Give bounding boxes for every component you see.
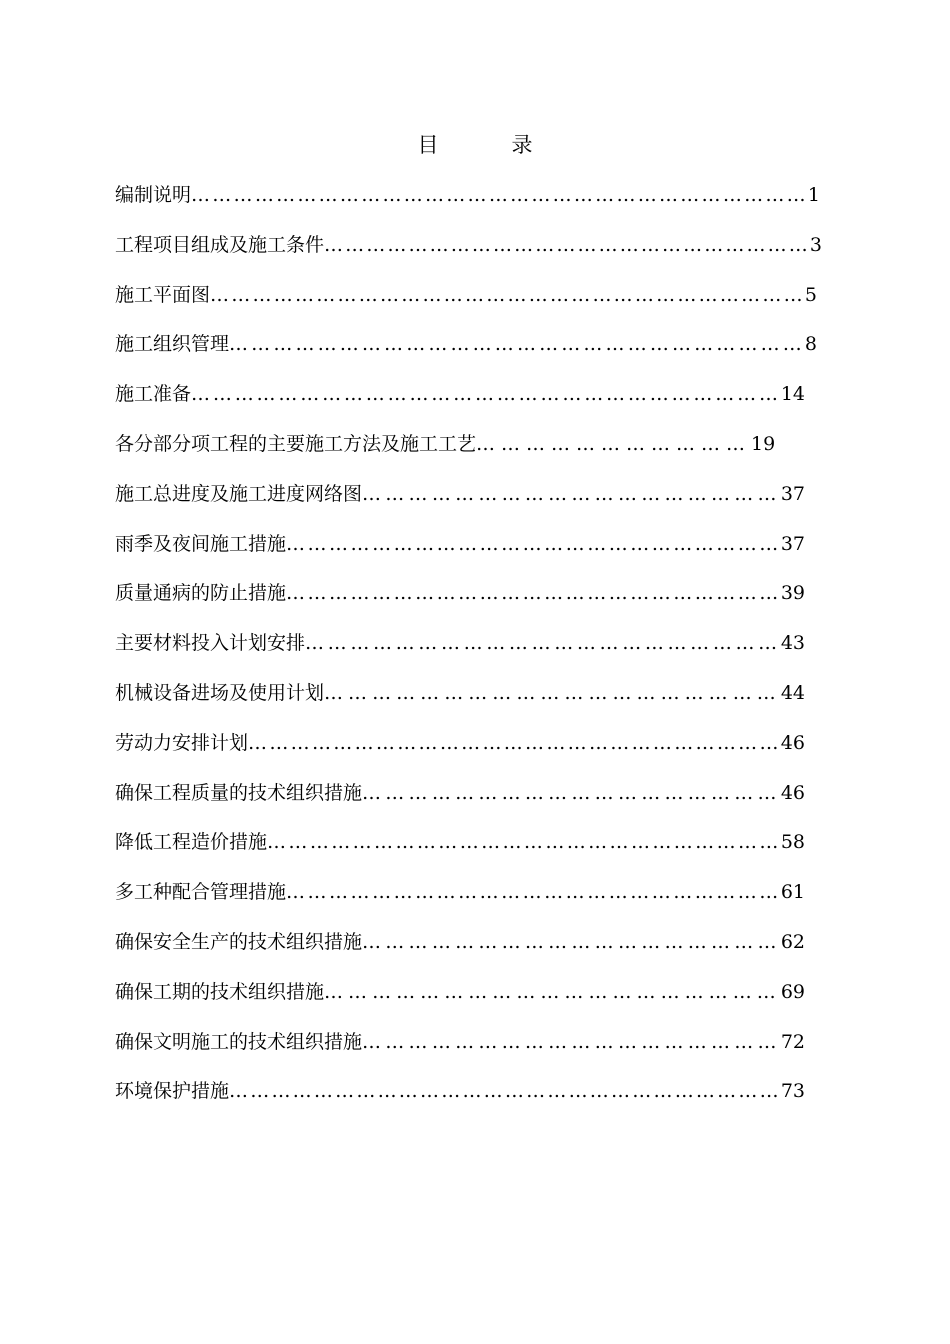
toc-entry-leader-dots: ……………………………………………………………………… [191,383,781,406]
toc-entry-line [115,877,805,907]
toc-entry-line [115,180,820,210]
toc-entry-page-number: 46 [780,781,805,804]
toc-entry-leader-dots: ……………………………………………………… [305,632,781,655]
toc-entry-page-number: 43 [780,632,805,655]
toc-title: 目 录 [417,133,559,157]
toc-entry-line [115,529,805,559]
toc-entry [115,329,835,379]
toc-entry [115,578,835,628]
toc-entry-label: 劳动力安排计划 [115,731,249,754]
toc-entry-label: 确保文明施工的技术组织措施 [115,1030,363,1053]
toc-list [115,180,835,1126]
toc-entry-leader-dots: ……………………………………………… [362,781,781,804]
toc-entry [115,728,835,778]
toc-entry [115,1076,835,1126]
toc-entry-label: 确保工期的技术组织措施 [115,980,325,1003]
toc-entry-leader-dots: ……………………………………………………………… [267,831,781,854]
toc-entry-page-number: 72 [780,1030,805,1053]
toc-entry-line [115,977,805,1007]
toc-entry-label: 质量通病的防止措施 [115,582,287,605]
toc-entry-page-number: 58 [780,831,805,854]
toc-entry [115,280,835,330]
toc-entry [115,927,835,977]
toc-entry-line [115,827,805,857]
toc-entry-line [115,479,805,509]
toc-entry-line [115,1027,805,1057]
toc-entry [115,628,835,678]
toc-entry [115,778,835,828]
toc-entry-page-number: 44 [780,681,805,704]
toc-entry-page-number: 46 [780,731,805,754]
toc-entry-line [115,280,817,310]
toc-entry-page-number: 73 [780,1080,805,1103]
toc-entry-page-number: 1 [807,184,820,206]
toc-entry-leader-dots: …………………………………………………………………… [229,1080,781,1103]
toc-entry [115,529,835,579]
toc-entry-label: 编制说明 [115,184,192,206]
toc-entry-page-number: 37 [780,482,805,505]
toc-entry-label: 降低工程造价措施 [115,831,268,854]
toc-entry [115,977,835,1027]
toc-entry-label: 主要材料投入计划安排 [115,632,306,655]
toc-entry-label: 确保安全生产的技术组织措施 [115,930,363,953]
toc-entry-line [115,1076,805,1106]
toc-entry-leader-dots: …………………………………………………………………………… [191,184,808,206]
toc-entry-line [115,379,805,409]
toc-entry-leader-dots: …………………………………………………………… [286,881,781,904]
toc-entry-leader-dots: ………………………………………………… [324,681,781,704]
toc-entry-line [115,329,817,359]
toc-entry-page-number: 61 [780,881,805,904]
toc-entry [115,678,835,728]
toc-entry-leader-dots: ……………………………………………… [362,1030,781,1053]
toc-entry [115,827,835,877]
toc-entry-line [115,728,805,758]
toc-entry [115,180,835,230]
toc-entry-line [115,628,805,658]
toc-entry-page-number: 69 [780,980,805,1003]
toc-entry [115,429,835,479]
toc-entry-leader-dots: …………………………………………………………………… [229,333,805,356]
toc-entry-page-number: 37 [780,532,805,555]
toc-entry-line [115,778,805,808]
toc-entry-label: 施工总进度及施工进度网络图 [115,482,363,505]
toc-entry-leader-dots: …………………………………………………………… [286,532,781,555]
toc-entry-label: 雨季及夜间施工措施 [115,532,287,555]
toc-entry [115,877,835,927]
toc-entry-page-number: 5 [804,283,817,306]
toc-entry-label: 机械设备进场及使用计划 [115,681,325,704]
toc-entry-label: 施工准备 [115,383,192,406]
toc-entry-leader-dots: …………………………………………………………… [286,582,781,605]
toc-entry-page-number: 8 [804,333,817,356]
toc-entry-label: 工程项目组成及施工条件 [115,233,325,256]
toc-entry-label: 施工组织管理 [115,333,230,356]
toc-entry [115,230,835,280]
toc-entry-leader-dots: ……………………………………………… [362,930,781,953]
toc-entry-page-number: 39 [780,582,805,605]
toc-entry-leader-dots: ………………………………………………………………………… [210,283,805,306]
toc-entry-label: 各分部分项工程的主要施工方法及施工工艺 [115,432,477,455]
toc-entry-label: 确保工程质量的技术组织措施 [115,781,363,804]
toc-entry-label: 多工种配合管理措施 [115,881,287,904]
toc-entry-page-number: 3 [809,233,822,256]
toc-entry [115,479,835,529]
toc-entry-line [115,230,822,260]
toc-entry-page-number: 62 [780,930,805,953]
toc-entry-line [115,927,805,957]
toc-entry-leader-dots: ………………………………………………… [324,980,781,1003]
toc-entry-label: 环境保护措施 [115,1080,230,1103]
toc-entry-line [115,678,805,708]
toc-entry-line [115,578,805,608]
toc-entry-line [115,429,775,459]
toc-entry-leader-dots: ……………………………………………… [362,482,781,505]
toc-entry-page-number: 14 [780,383,805,406]
toc-entry [115,379,835,429]
toc-entry-page-number: 19 [751,432,776,455]
toc-entry [115,1027,835,1077]
toc-entry-label: 施工平面图 [115,283,211,306]
toc-entry-leader-dots: ………………………………………………………………… [248,731,781,754]
toc-entry-leader-dots: …………………………… [476,432,752,455]
toc-entry-leader-dots: …………………………………………………………… [324,233,810,256]
